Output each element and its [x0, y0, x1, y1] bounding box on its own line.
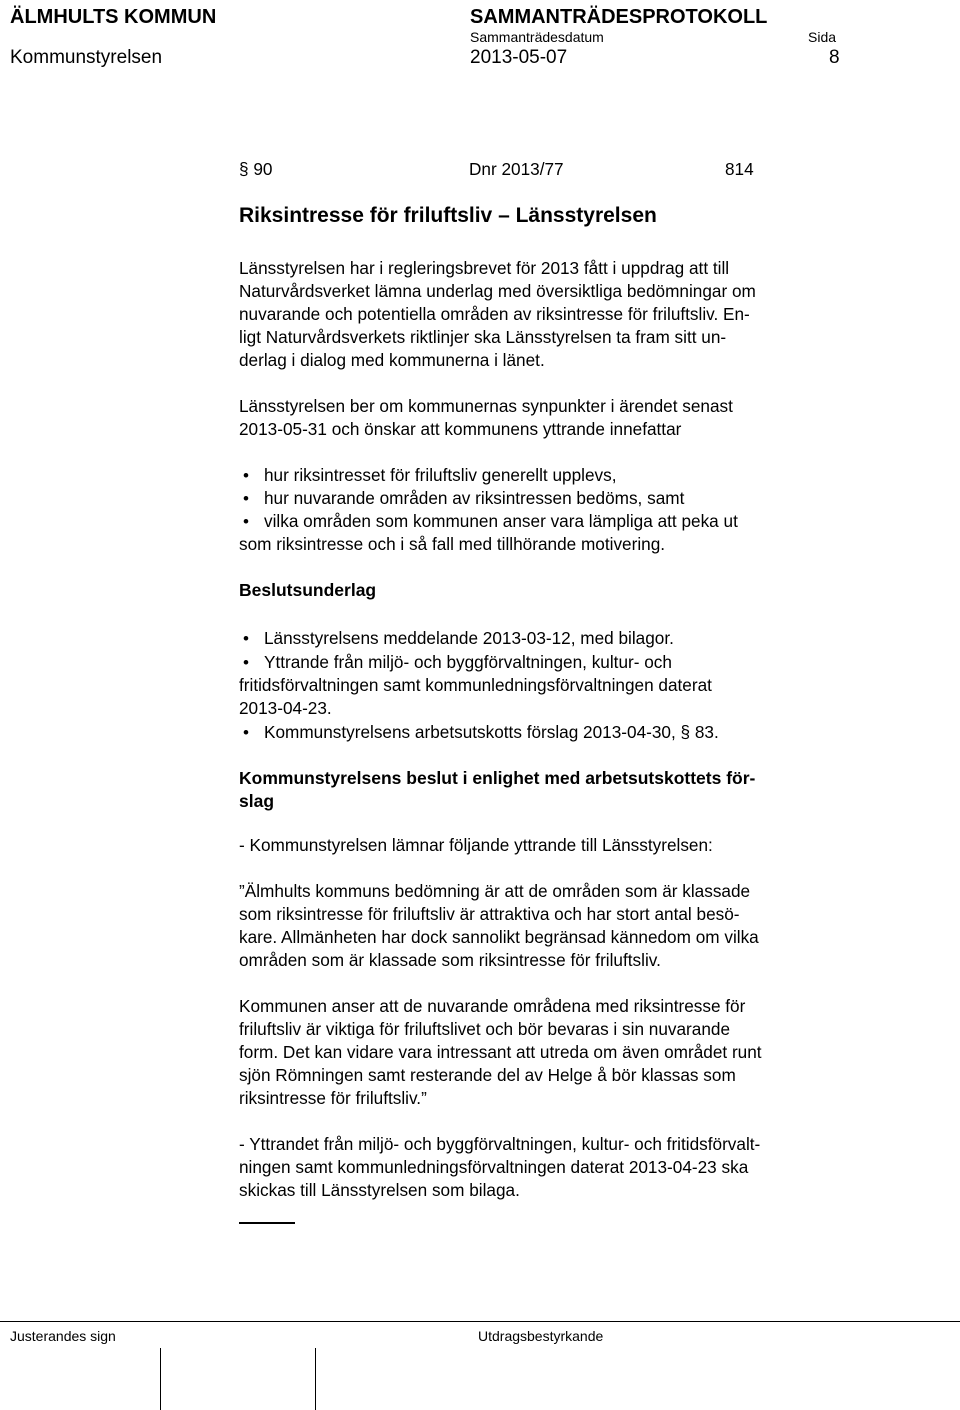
bullet-icon: •: [243, 723, 249, 742]
page-number: 8: [829, 47, 840, 68]
archive-code: 814: [725, 159, 754, 179]
basis-heading: Beslutsunderlag: [239, 580, 377, 600]
meeting-date-label: Sammanträdesdatum: [470, 29, 604, 45]
municipality-name: ÄLMHULTS KOMMUN: [10, 6, 217, 28]
signature-box-divider: [315, 1348, 316, 1410]
bullet-icon: •: [243, 629, 249, 648]
signature-box-divider: [160, 1348, 161, 1410]
case-section: [239, 158, 272, 181]
page-label: Sida: [808, 29, 837, 45]
case-title: Riksintresse för friluftsliv – Länsstyrelsen: [239, 204, 657, 227]
utdragsbestyrkande-label: Utdragsbestyrkande: [478, 1328, 604, 1344]
bullet-icon: •: [243, 512, 249, 531]
intro-paragraph-2: Länsstyrelsen ber om kommunernas synpunkter i ärendet senast 2013-05-31 och önskar att kommunens yttrande innefattar: [239, 396, 733, 439]
final-paragraph: - Yttrandet från miljö- och byggförvaltningen, kultur- och fritidsförvalt- ningen samt kommunledningsförvaltningen daterat 2013-04-23 ska skickas till Länsstyrelsen som bilaga.: [239, 1134, 761, 1200]
section-number: 90: [253, 159, 273, 179]
basis-item-2-continuation: fritidsförvaltningen samt kommunledningsförvaltningen daterat 2013-04-23.: [239, 675, 712, 718]
bullet-continuation: som riksintresse och i så fall med tillhörande motivering.: [239, 534, 666, 554]
quote-paragraph-1: ”Älmhults kommuns bedömning är att de områden som är klassade som riksintresse för friluftsliv är attraktiva och har stort antal besö- kare. Allmänheten har dock sannolikt begränsad kännedom om vilka områden som är klassade som riksintresse för friluftsliv.: [239, 881, 759, 970]
quote-paragraph-2: Kommunen anser att de nuvarande områdena med riksintresse för friluftsliv är viktiga för friluftslivet och bör bevaras i sin nuvarande form. Det kan vidare vara intressant att utreda om även området runt sjön Römningen samt resterande del av Helge å bör klassas som riksintresse för friluftsliv.”: [239, 996, 762, 1108]
end-rule: [239, 1222, 295, 1224]
decision-heading: Kommunstyrelsens beslut i enlighet med arbetsutskottets för- slag: [239, 768, 756, 811]
bullet-icon: •: [243, 653, 249, 672]
meeting-date: 2013-05-07: [470, 47, 568, 68]
protocol-title: SAMMANTRÄDESPROTOKOLL: [470, 6, 768, 28]
intro-paragraph-1: Länsstyrelsen har i regleringsbrevet för 2013 fått i uppdrag att till Naturvårdsverket lämna underlag med översiktliga bedömningar om nuvarande och potentiella områden av riksintresse för friluftsliv. En- ligt Naturvårdsverkets riktlinjer ska Länsstyrelsen ta fram sitt un- derlag i dialog med kommunerna i länet.: [239, 258, 756, 370]
section-symbol: §: [239, 159, 249, 179]
footer-divider: [0, 1321, 960, 1322]
bullet-icon: •: [243, 489, 249, 508]
case-dnr: Dnr 2013/77: [469, 159, 564, 179]
justerandes-sign-label: Justerandes sign: [10, 1328, 116, 1344]
decision-statement: - Kommunstyrelsen lämnar följande yttrande till Länsstyrelsen:: [239, 835, 713, 855]
board-name: Kommunstyrelsen: [10, 47, 163, 68]
bullet-icon: •: [243, 466, 249, 485]
